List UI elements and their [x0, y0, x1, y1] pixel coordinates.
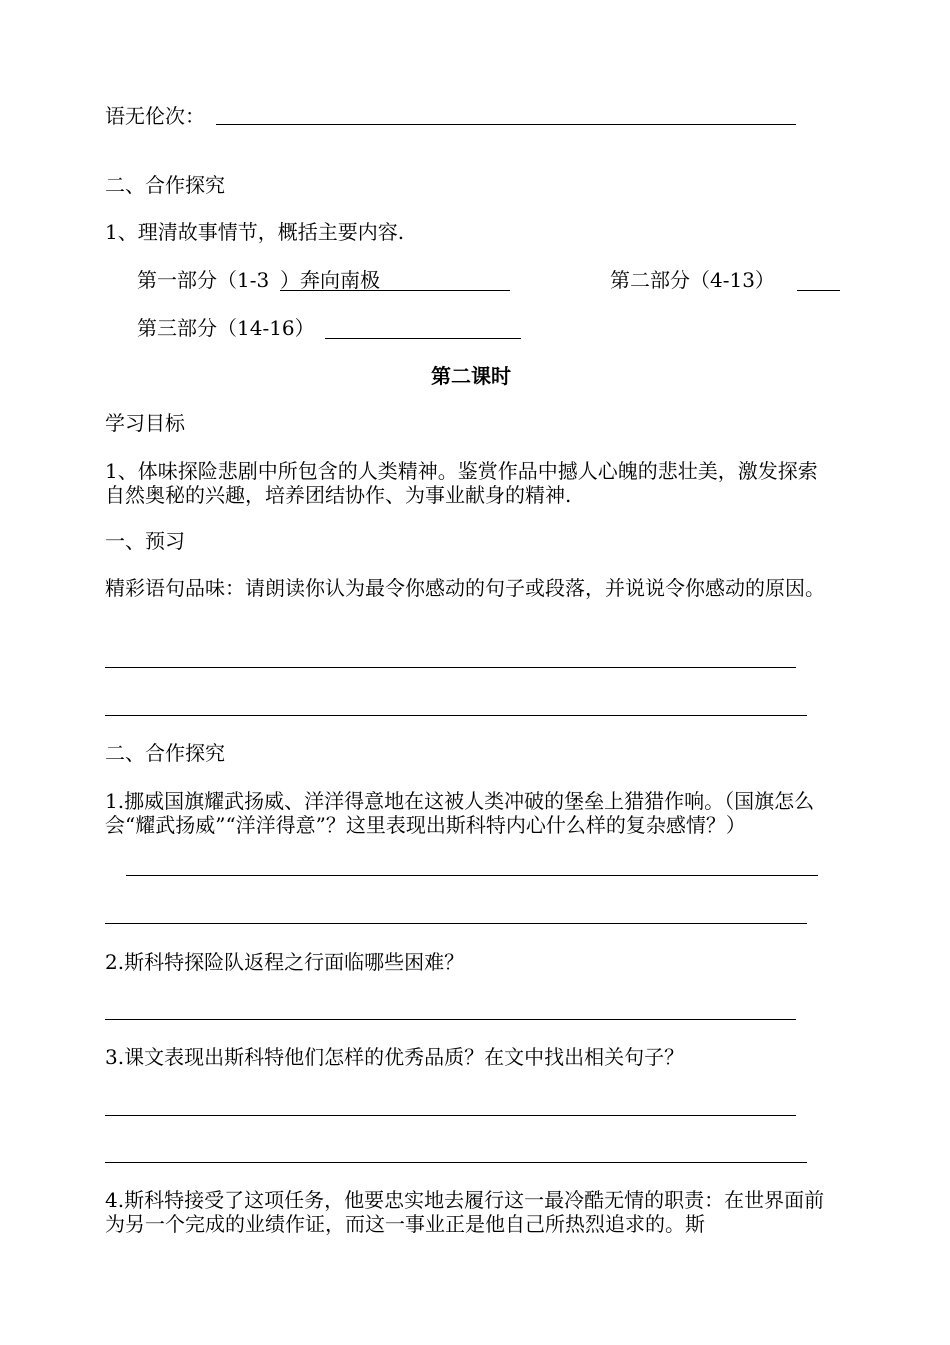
answer-line[interactable] — [126, 875, 818, 876]
question-difficulties: 2.斯科特探险队返程之行面临哪些困难？ — [105, 950, 465, 974]
part1-answer: ）奔向南极 — [280, 268, 380, 292]
goals-heading: 学习目标 — [105, 411, 185, 435]
answer-line[interactable] — [105, 715, 807, 716]
lesson-title: 第二课时 — [431, 364, 511, 388]
answer-line[interactable] — [105, 923, 807, 924]
preview-text: 精彩语句品味：请朗读你认为最令你感动的句子或段落，并说说令你感动的原因。 — [105, 576, 825, 600]
question-task: 4.斯科特接受了这项任务，他要忠实地去履行这一最冷酷无情的职责：在世界面前为另一个完成的业绩作证，而这一事业正是他自己所热烈追求的。斯 — [105, 1188, 825, 1236]
answer-line[interactable] — [105, 1115, 796, 1116]
goal-1: 1、体味探险悲剧中所包含的人类精神。鉴赏作品中撼人心魄的悲壮美，激发探索自然奥秘的兴趣，培养团结协作、为事业献身的精神. — [105, 459, 818, 507]
part3-label: 第三部分（14-16） — [137, 316, 315, 340]
answer-line[interactable] — [105, 1019, 796, 1020]
question-1: 1、理清故事情节，概括主要内容. — [105, 220, 405, 244]
part1-underline[interactable] — [280, 290, 510, 291]
preview-heading: 一、预习 — [105, 529, 185, 553]
part1-label: 第一部分（1-3 — [137, 268, 270, 292]
part2-underline[interactable] — [797, 290, 840, 291]
answer-line[interactable] — [216, 124, 796, 125]
part3-underline[interactable] — [325, 338, 521, 339]
section-heading-cooperation: 二、合作探究 — [105, 173, 225, 197]
answer-line[interactable] — [105, 667, 796, 668]
question-flag: 1.挪威国旗耀武扬威、洋洋得意地在这被人类冲破的堡垒上猎猎作响。（国旗怎么会“耀武扬威”“洋洋得意”？这里表现出斯科特内心什么样的复杂感情？） — [105, 789, 815, 837]
part2-label: 第二部分（4-13） — [610, 268, 775, 292]
answer-line[interactable] — [105, 1162, 807, 1163]
question-qualities: 3.课文表现出斯科特他们怎样的优秀品质？在文中找出相关句子？ — [105, 1045, 685, 1069]
label-yuwulunci: 语无伦次： — [105, 104, 205, 128]
cooperation-heading: 二、合作探究 — [105, 741, 225, 765]
